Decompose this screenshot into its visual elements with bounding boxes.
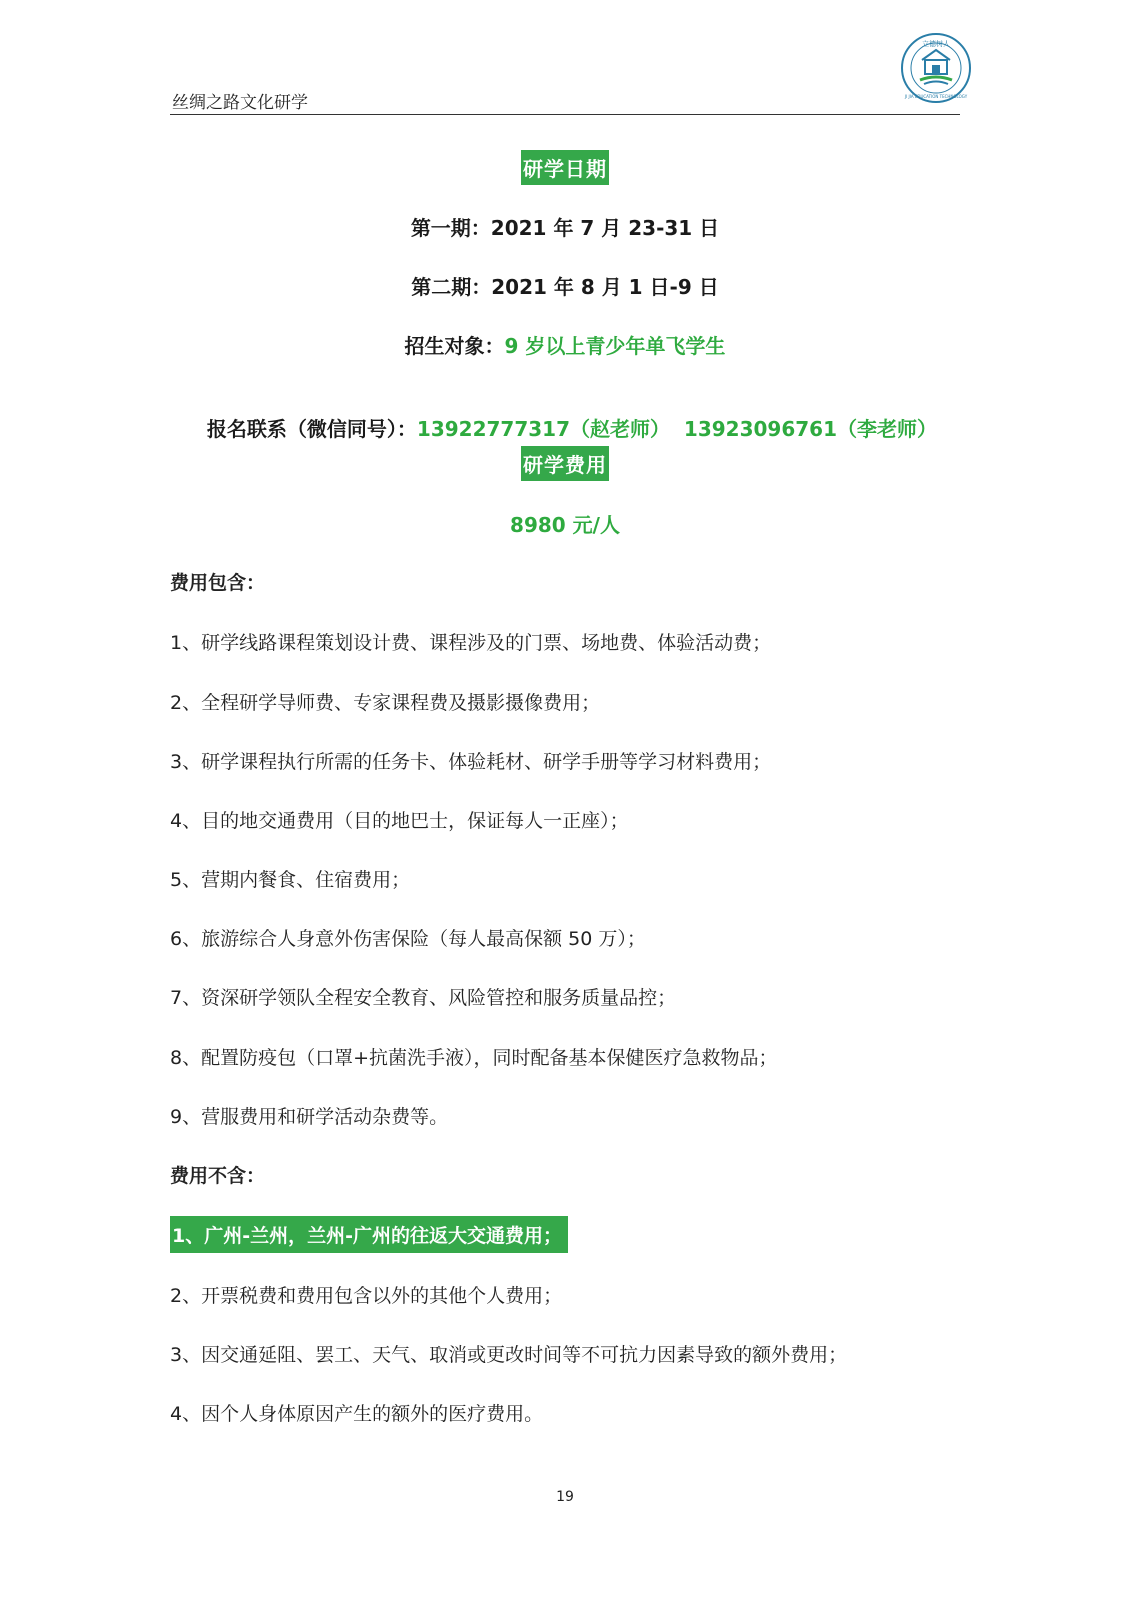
session-1: 第一期：2021 年 7 月 23-31 日 xyxy=(410,216,720,240)
included-item: 7、资深研学领队全程安全教育、风险管控和服务质量品控； xyxy=(170,987,677,1009)
included-item: 9、营服费用和研学活动杂费等。 xyxy=(170,1106,449,1128)
excluded-item-highlight: 1、广州-兰州，兰州-广州的往返大交通费用； xyxy=(170,1216,568,1253)
school-logo xyxy=(900,32,972,104)
contact-row xyxy=(0,389,1130,442)
logo-ring-text: JI JIA EDUCATION TECHNOLOGY xyxy=(904,94,968,99)
fee-tag-row xyxy=(0,446,1130,481)
schedule-tag: 研学日期 xyxy=(521,150,609,185)
included-item: 8、配置防疫包（口罩+抗菌洗手液），同时配备基本保健医疗急救物品； xyxy=(170,1047,778,1069)
fee-amount: 8980 元/人 xyxy=(510,513,620,537)
excluded-item: 3、因交通延阻、罢工、天气、取消或更改时间等不可抗力因素导致的额外费用； xyxy=(170,1344,848,1366)
included-item: 3、研学课程执行所需的任务卡、体验耗材、研学手册等学习材料费用； xyxy=(170,751,772,773)
included-item: 2、全程研学导师费、专家课程费及摄影摄像费用； xyxy=(170,692,601,714)
included-item: 4、目的地交通费用（目的地巴士，保证每人一正座）； xyxy=(170,810,629,832)
included-item: 6、旅游综合人身意外伤害保险（每人最高保额 50 万）； xyxy=(170,928,646,950)
excluded-item: 4、因个人身体原因产生的额外的医疗费用。 xyxy=(170,1403,544,1425)
enrollment-label: 招生对象： xyxy=(404,334,505,358)
included-heading: 费用包含： xyxy=(170,572,266,594)
logo-motto: 立德树人 xyxy=(922,40,950,48)
included-item: 5、营期内餐食、住宿费用； xyxy=(170,869,411,891)
enrollment-value: 9 岁以上青少年单飞学生 xyxy=(504,334,726,358)
fee-tag: 研学费用 xyxy=(521,446,609,481)
enrollment-row xyxy=(0,330,1130,359)
included-item: 1、研学线路课程策划设计费、课程涉及的门票、场地费、体验活动费； xyxy=(170,632,772,654)
contact-label: 报名联系（微信同号）： xyxy=(206,417,417,441)
session-2: 第二期：2021 年 8 月 1 日-9 日 xyxy=(411,275,719,299)
schedule-tag-row xyxy=(0,150,1130,185)
contact-value: 13922777317（赵老师） 13923096761（李老师） xyxy=(416,417,937,441)
header-rule xyxy=(170,114,960,115)
excluded-heading: 费用不含： xyxy=(170,1165,266,1187)
header-title: 丝绸之路文化研学 xyxy=(172,93,308,113)
excluded-item: 2、开票税费和费用包含以外的其他个人费用； xyxy=(170,1285,563,1307)
excluded-item-highlighted xyxy=(170,1216,568,1253)
page-number: 19 xyxy=(556,1489,574,1505)
